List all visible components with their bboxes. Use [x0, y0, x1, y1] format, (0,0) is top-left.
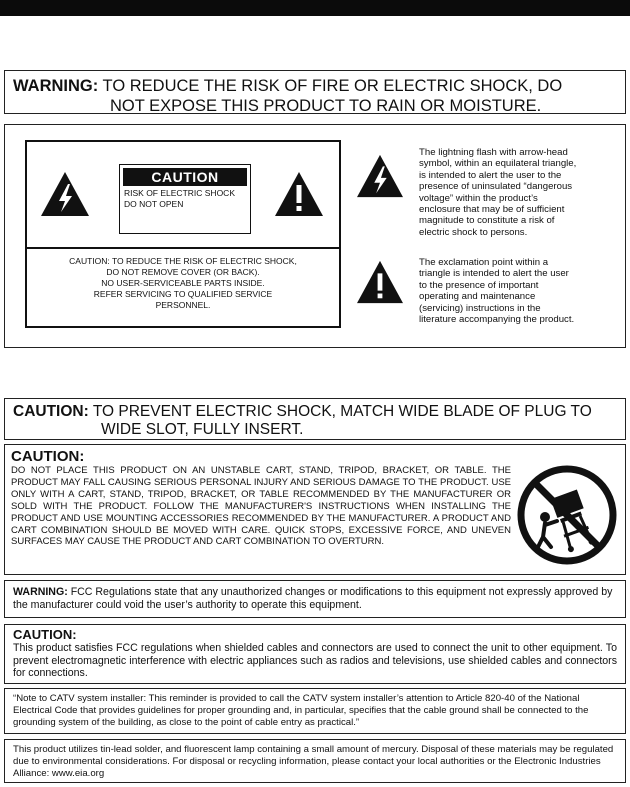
- caution-panel-line: NO USER-SERVICEABLE PARTS INSIDE.: [101, 278, 265, 288]
- lightning-symbol-icon: [355, 153, 405, 199]
- caution-label: [119, 164, 251, 234]
- exclamation-description: [419, 257, 609, 325]
- cart-caution: [4, 444, 626, 575]
- caution-panel-line: REFER SERVICING TO QUALIFIED SERVICE: [93, 289, 273, 299]
- desc-line: (servicing) instructions in the: [419, 302, 541, 314]
- caution-label-line-1: RISK OF ELECTRIC SHOCK: [124, 188, 235, 198]
- caution-panel-line: CAUTION: TO REDUCE THE RISK OF ELECTRIC SHOCK,: [69, 256, 297, 266]
- desc-line: operating and maintenance: [419, 291, 536, 303]
- desc-line: to the presence of important: [419, 279, 539, 291]
- desc-line: literature accompanying the product.: [419, 314, 575, 326]
- lightning-triangle-icon: [39, 170, 91, 218]
- cables-caution: [4, 624, 626, 684]
- plug-caution-line-1: [13, 403, 617, 421]
- caution-panel-text: [27, 256, 339, 311]
- desc-line: symbol, within an equilateral triangle,: [419, 158, 577, 170]
- disposal-note: [4, 739, 626, 783]
- lightning-description: [419, 147, 609, 238]
- plug-caution-heading: CAUTION:: [13, 403, 89, 420]
- warning-line-1: [13, 76, 617, 96]
- fcc-warning-body: FCC Regulations state that any unauthorized changes or modifications to this equipment not expressly approved by the manufacturer could void the user’s authority to operate this equipment.: [13, 586, 613, 611]
- desc-line: magnitude to constitute a risk of: [419, 215, 555, 227]
- panel-divider: [27, 247, 339, 249]
- fcc-warning-heading: WARNING:: [13, 586, 68, 598]
- cart-tip-over-icon: [517, 465, 617, 565]
- desc-line: presence of uninsulated “dangerous: [419, 181, 573, 193]
- cables-caution-heading: CAUTION:: [13, 627, 77, 642]
- plug-caution-text-1: TO PREVENT ELECTRIC SHOCK, MATCH WIDE BLADE OF PLUG TO: [92, 403, 592, 420]
- catv-note-body: “Note to CATV system installer: This reminder is provided to call the CATV system installer’s attention to Article 820-40 of the National Electrical Code that provides guidelines for proper grounding and, in particular, specifies that the cable ground shall be connected to the grounding system of the building, as close to the point of cable entry as practical.”: [13, 693, 589, 728]
- exclamation-symbol-icon: [355, 259, 405, 305]
- cart-caution-heading: CAUTION:: [11, 448, 85, 465]
- caution-label-title: CAUTION: [123, 168, 247, 186]
- desc-line: voltage” within the product’s: [419, 192, 538, 204]
- cart-caution-body: DO NOT PLACE THIS PRODUCT ON AN UNSTABLE CART, STAND, TRIPOD, BRACKET, OR TABLE. THE PRODUCT MAY FALL CAUSING SERIOUS PERSONAL INJURY AND SERIOUS DAMAGE TO THE PRODUCT. USE ONLY WITH A CART, STAND, TRIPOD, BRACKET, OR TABLE RECOMMENDED BY THE MANUFACTURER OR SOLD WITH THE PRODUCT. FOLLOW THE MANUFACTURER'S INSTRUCTIONS WHEN INSTALLING THE PRODUCT AND USE MOUNTING ACCESSORIES RECOMMENDED BY THE MANUFACTURER. A PRODUCT AND CART COMBINATION SHOULD BE MOVED WITH CARE. QUICK STOPS, EXCESSIVE FORCE, AND UNEVEN SURFACES MAY CAUSE THE PRODUCT AND CART COMBINATION TO OVERTURN.: [11, 465, 511, 548]
- desc-line: is intended to alert the user to the: [419, 169, 562, 181]
- caution-label-line-2: DO NOT OPEN: [124, 199, 184, 209]
- safety-symbols-section: [4, 124, 626, 348]
- caution-panel-line: PERSONNEL.: [155, 300, 211, 310]
- caution-panel-line: DO NOT REMOVE COVER (OR BACK).: [106, 267, 260, 277]
- exclamation-triangle-icon: [273, 170, 325, 218]
- desc-line: triangle is intended to alert the user: [419, 268, 569, 280]
- plug-caution-text-2: WIDE SLOT, FULLY INSERT.: [101, 421, 304, 438]
- catv-installer-note: [4, 688, 626, 734]
- warning-heading: WARNING:: [13, 77, 99, 95]
- warning-text-2: NOT EXPOSE THIS PRODUCT TO RAIN OR MOISTURE.: [110, 97, 542, 115]
- fcc-warning: [4, 580, 626, 618]
- desc-line: The exclamation point within a: [419, 257, 549, 268]
- rain-moisture-warning: [4, 70, 626, 114]
- desc-line: electric shock to persons.: [419, 226, 528, 238]
- cables-caution-body: This product satisfies FCC regulations when shielded cables and connectors are used to connect the unit to other equipment. To prevent electromagnetic interference with electric appliances such as radios and televisions, use shielded cables and connectors for connections.: [13, 642, 617, 680]
- warning-text-1: TO REDUCE THE RISK OF FIRE OR ELECTRIC SHOCK, DO: [102, 77, 563, 95]
- desc-line: The lightning flash with arrow-head: [419, 147, 568, 158]
- plug-caution: [4, 398, 626, 440]
- disposal-note-body: This product utilizes tin-lead solder, and fluorescent lamp containing a small amount of mercury. Disposal of these materials may be regulated due to environmental considerations. For disposal or recycling information, please contact your local authorities or the Electronic Industries Alliance: www.eia.org: [13, 744, 614, 779]
- top-bar: [0, 0, 630, 16]
- desc-line: enclosure that may be of sufficient: [419, 204, 565, 216]
- caution-label-panel: [25, 140, 341, 328]
